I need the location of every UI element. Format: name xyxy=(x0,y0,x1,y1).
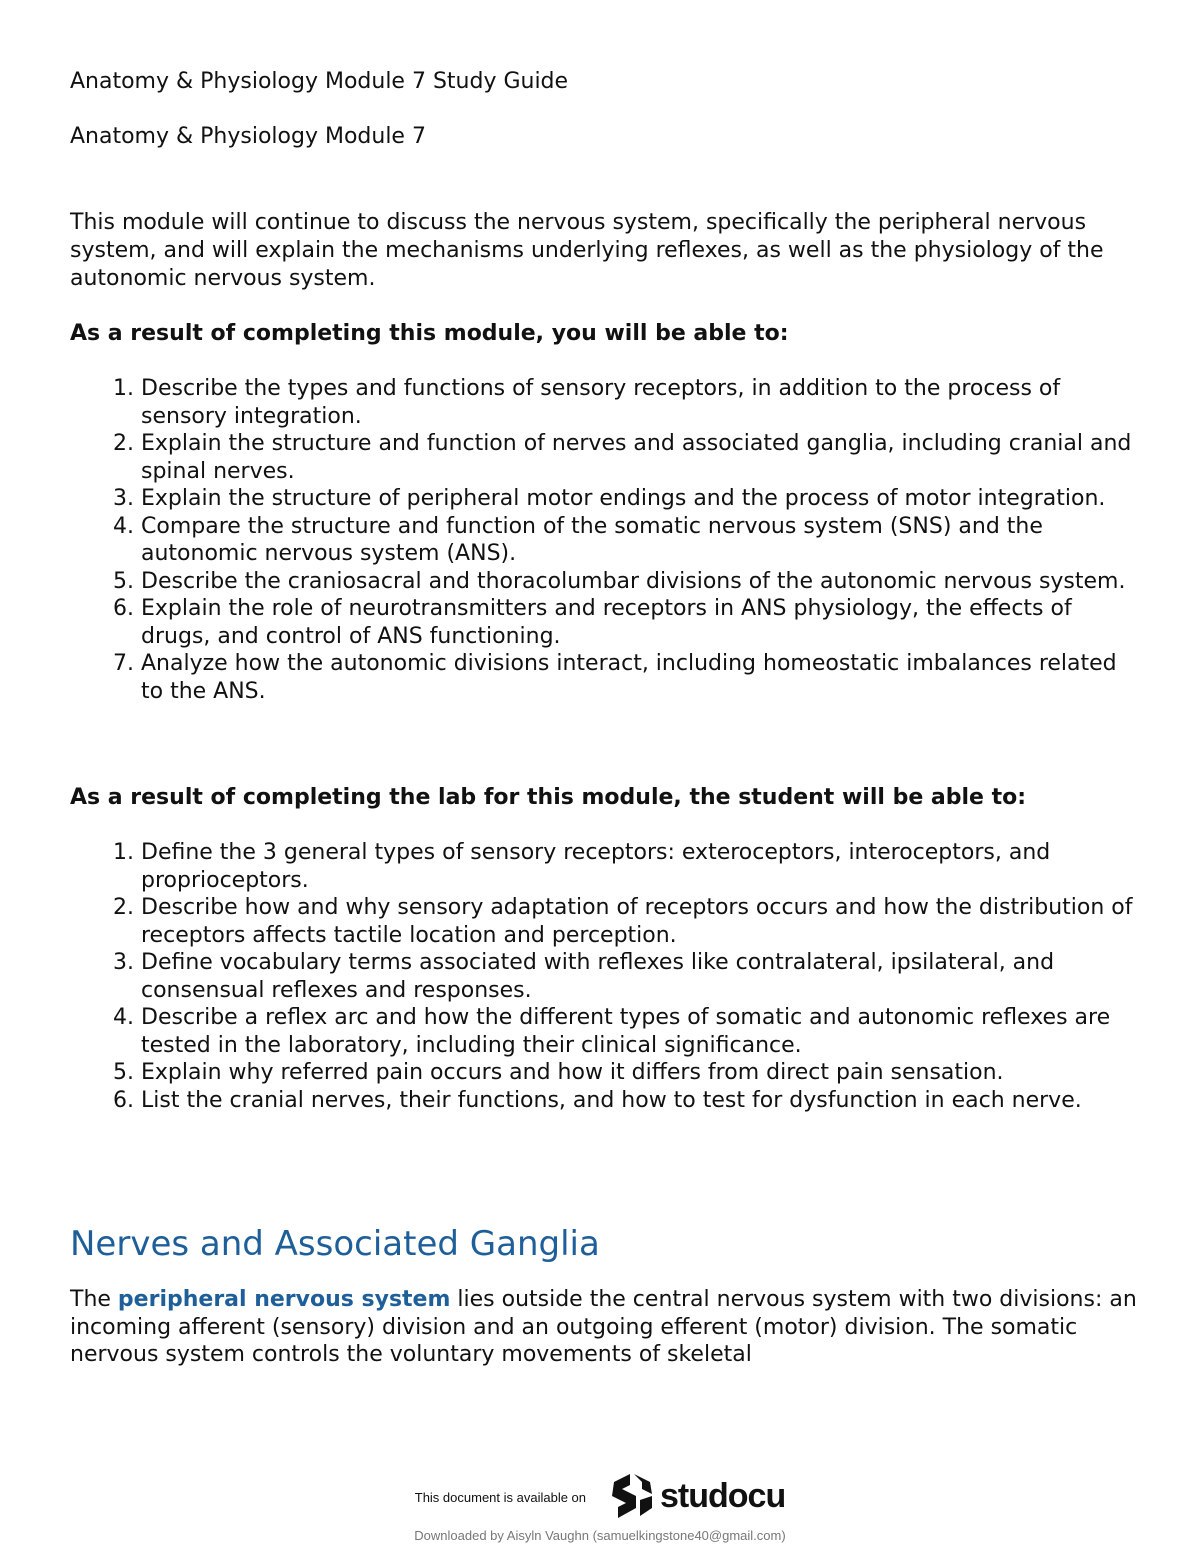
list-item: 5. Explain why referred pain occurs and how it differs from direct pain sensation. xyxy=(141,1059,1140,1087)
module-objectives-heading: As a result of completing this module, you will be able to: xyxy=(70,321,789,346)
document-page xyxy=(70,68,1140,1369)
key-term: peripheral nervous system xyxy=(117,1287,451,1312)
list-item: 1. Define the 3 general types of sensory receptors: exteroceptors, interoceptors, and proprioceptors. xyxy=(141,839,1140,894)
list-item: 4. Describe a reflex arc and how the different types of somatic and autonomic reflexes are tested in the laboratory, including their clinical significance. xyxy=(141,1004,1140,1059)
lab-objectives-heading: As a result of completing the lab for this module, the student will be able to: xyxy=(70,785,1027,810)
list-item: 3. Explain the structure of peripheral motor endings and the process of motor integration. xyxy=(141,485,1140,513)
section-heading: Nerves and Associated Ganglia xyxy=(70,1224,600,1264)
intro-paragraph: This module will continue to discuss the nervous system, specifically the peripheral nervous system, and will explain the mechanisms underlying reflexes, as well as the physiology of the autonomic nervous system. xyxy=(70,210,1104,291)
list-item: 5. Describe the craniosacral and thoracolumbar divisions of the autonomic nervous system. xyxy=(141,568,1140,596)
studocu-banner[interactable] xyxy=(0,1466,1200,1526)
spacer xyxy=(70,1114,1140,1222)
module-title: Anatomy & Physiology Module 7 xyxy=(70,124,426,149)
studocu-wordmark: studocu xyxy=(660,1476,786,1515)
lab-objectives-list xyxy=(70,839,1140,1114)
spacer xyxy=(70,705,1140,784)
list-item: 6. Explain the role of neurotransmitters and receptors in ANS physiology, the effects of drugs, and control of ANS functioning. xyxy=(141,595,1140,650)
list-item: 4. Compare the structure and function of the somatic nervous system (SNS) and the autonomic nervous system (ANS). xyxy=(141,513,1140,568)
list-item: 6. List the cranial nerves, their functions, and how to test for dysfunction in each nerve. xyxy=(141,1087,1140,1115)
download-info: Downloaded by Aisyln Vaughn (samuelkingstone40@gmail.com) xyxy=(414,1528,786,1543)
available-text: This document is available on xyxy=(414,1489,587,1505)
paragraph-text: The xyxy=(70,1287,118,1312)
document-title: Anatomy & Physiology Module 7 Study Guide xyxy=(70,69,569,94)
list-item: 7. Analyze how the autonomic divisions interact, including homeostatic imbalances related to the ANS. xyxy=(141,650,1140,705)
studocu-logo[interactable] xyxy=(608,1472,785,1520)
list-item: 3. Define vocabulary terms associated with reflexes like contralateral, ipsilateral, and consensual reflexes and responses. xyxy=(141,949,1140,1004)
paragraph-text: lies outside the central nervous system with two divisions: an incoming afferent (sensory) division and an outgoing efferent (motor) division. The somatic nervous system controls the voluntary movements of skeletal xyxy=(70,1287,1137,1367)
list-item: 2. Describe how and why sensory adaptation of receptors occurs and how the distribution of receptors affects tactile location and perception. xyxy=(141,894,1140,949)
page-footer xyxy=(0,1466,1200,1543)
list-item: 2. Explain the structure and function of nerves and associated ganglia, including cranial and spinal nerves. xyxy=(141,430,1140,485)
studocu-logo-icon xyxy=(608,1472,656,1520)
module-objectives-list xyxy=(70,375,1140,705)
list-item: 1. Describe the types and functions of sensory receptors, in addition to the process of sensory integration. xyxy=(141,375,1140,430)
section-paragraph xyxy=(70,1286,1140,1369)
